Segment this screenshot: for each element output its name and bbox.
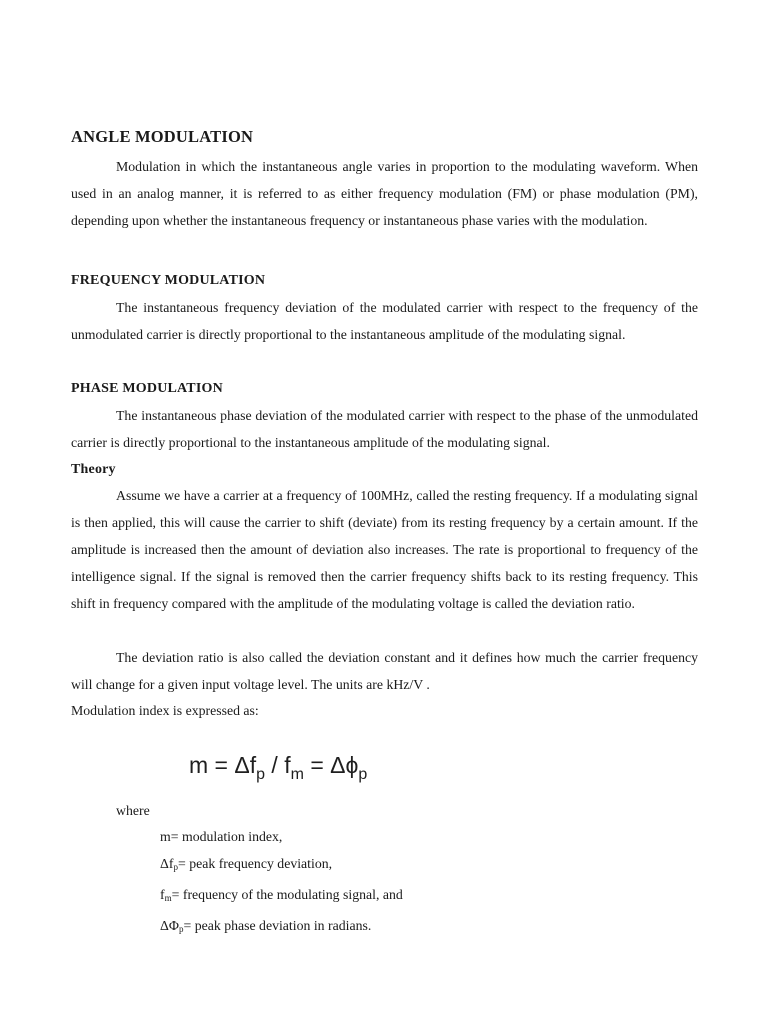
paragraph-phase-modulation: The instantaneous phase deviation of the modulated carrier with respect to the phase of the unmodulated carrier is directly proportional to the instantaneous amplitude of the modulating signal.	[71, 408, 698, 450]
definitions-list	[160, 823, 403, 943]
definition-item: $f_m=$ frequency of the modulating signal, and	[160, 887, 403, 903]
formula-eq1: = Δf	[208, 752, 257, 778]
modulation-index-formula	[189, 752, 367, 784]
definition-item: m= modulation index,	[160, 829, 283, 844]
modulation-index-intro: Modulation index is expressed as:	[71, 703, 259, 718]
paragraph-angle-modulation: Modulation in which the instantaneous angle varies in proportion to the modulating waveform. When used in an analog manner, it is referred to as either frequency modulation (FM) or phase modulation (PM), depending upon whether the instantaneous frequency or instantaneous phase varies with the modulation.	[71, 159, 698, 228]
formula-m: m	[189, 752, 209, 778]
heading-theory: Theory	[71, 462, 116, 477]
formula-eq2: = Δ	[303, 752, 346, 778]
heading-phase-modulation: PHASE MODULATION	[71, 381, 223, 396]
definition-item: $\Delta\Phi_p=$ peak phase deviation in radians.	[160, 918, 372, 934]
paragraph-theory-1: Assume we have a carrier at a frequency of 100MHz, called the resting frequency. If a modulating signal is then applied, this will cause the carrier to shift (deviate) from its resting frequency by a certain amount. If the amplitude is increased then the amount of deviation also increases. The rate is proportional to frequency of the intelligence signal. If the signal is removed then the carrier frequency shifts back to its resting frequency. This shift in frequency compared with the amplitude of the modulating voltage is called the deviation ratio.	[71, 488, 698, 611]
formula-phi: ϕ	[345, 752, 359, 778]
paragraph-theory-2: The deviation ratio is also called the deviation constant and it defines how much the carrier frequency will change for a given input voltage level. The units are kHz/V .	[71, 650, 698, 692]
formula-sub-p2: p	[358, 766, 368, 783]
heading-frequency-modulation: FREQUENCY MODULATION	[71, 273, 266, 288]
heading-angle-modulation: ANGLE MODULATION	[71, 127, 254, 146]
formula-div: / f	[265, 752, 291, 778]
paragraph-frequency-modulation: The instantaneous frequency deviation of the modulated carrier with respect to the frequency of the unmodulated carrier is directly proportional to the instantaneous amplitude of the modulating signal.	[71, 300, 698, 342]
where-label: where	[116, 803, 150, 818]
definition-item: $\Delta f_p=$ peak frequency deviation,	[160, 856, 333, 872]
formula-sub-m: m	[290, 766, 304, 783]
formula-sub-p1: p	[256, 766, 266, 783]
